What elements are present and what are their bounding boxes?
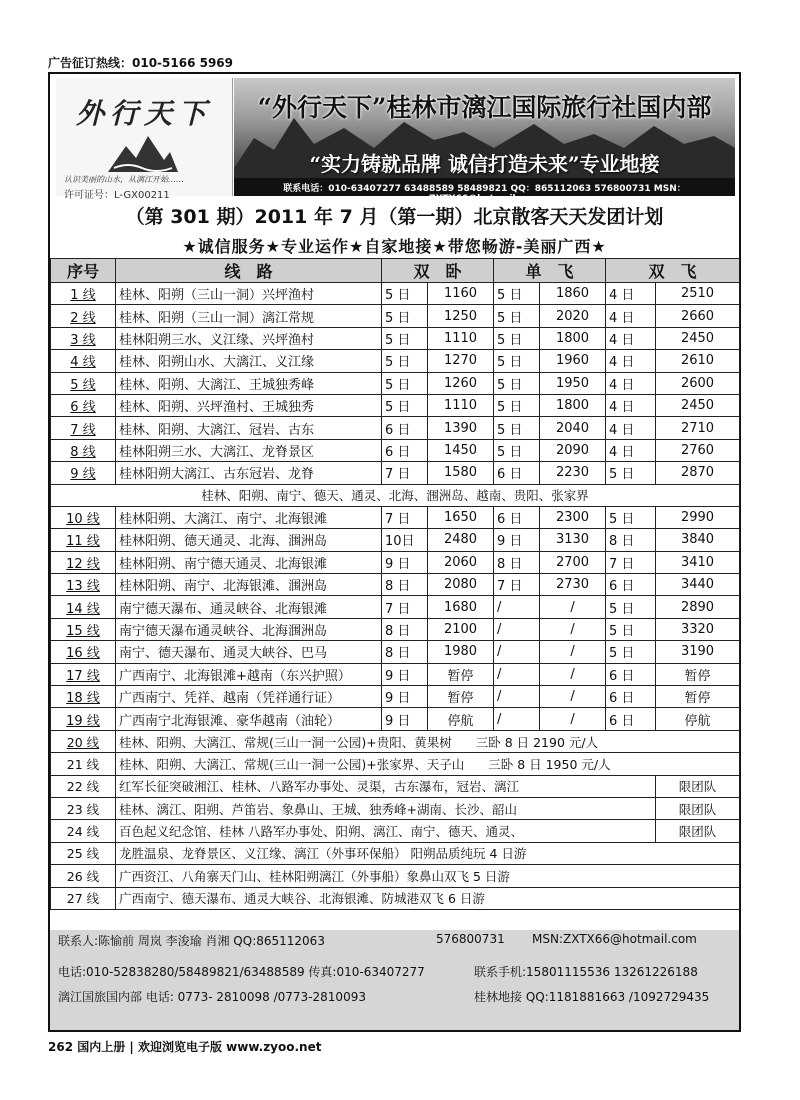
contact-mobile: 联系手机:15801115536 13261226188 (474, 965, 698, 979)
contact-people: 联系人:陈愉前 周岚 李浚瑜 肖湘 QQ:865112063 (58, 934, 325, 948)
sleeper-days: 5 日 (382, 283, 428, 305)
tagline: ★诚信服务★专业运作★自家地接★带您畅游-美丽广西★ (182, 237, 607, 256)
contact-box (50, 930, 739, 1030)
tour-price-note: 三卧 8 日 1950 元/人 (488, 756, 611, 772)
route-number (51, 372, 116, 394)
table-row (51, 730, 740, 752)
single-flight-price: 1950 (540, 372, 606, 394)
sleeper-days: 9 日 (382, 686, 428, 708)
region-list: 桂林、阳朔、南宁、德天、通灵、北海、涠洲岛、越南、贵阳、张家界 (51, 484, 740, 506)
route-number-label: 9 线 (70, 467, 96, 483)
sleeper-days: 9 日 (382, 708, 428, 730)
double-flight-price: 2890 (656, 596, 740, 618)
group-only-note: 限团队 (656, 820, 740, 842)
route-table (50, 258, 740, 910)
route-number-label: 6 线 (70, 400, 96, 416)
single-flight-price: 2700 (540, 551, 606, 573)
sleeper-days: 7 日 (382, 596, 428, 618)
single-flight-price: 2020 (540, 305, 606, 327)
region-row (51, 484, 740, 506)
route-number-label: 22 线 (66, 779, 100, 795)
double-flight-days: 6 日 (606, 686, 656, 708)
double-flight-days: 5 日 (606, 506, 656, 528)
double-flight-days: 4 日 (606, 305, 656, 327)
table-row (51, 820, 740, 842)
sleeper-days: 7 日 (382, 462, 428, 484)
route-number-label: 7 线 (70, 422, 96, 438)
table-row (51, 350, 740, 372)
table-row (51, 842, 740, 864)
single-flight-price: / (540, 618, 606, 640)
route-number (51, 865, 116, 887)
table-row (51, 596, 740, 618)
route-number (51, 686, 116, 708)
single-flight-days: 9 日 (494, 529, 540, 551)
route-number (51, 327, 116, 349)
route-number-label: 16 线 (66, 646, 100, 662)
sleeper-price: 1450 (428, 439, 494, 461)
tour-route: 龙胜温泉、龙脊景区、义江缘、漓江（外事环保船） 阳朔品质纯玩 4 日游 (116, 842, 740, 864)
double-flight-price: 2660 (656, 305, 740, 327)
double-flight-price: 2870 (656, 462, 740, 484)
single-flight-price: 2730 (540, 574, 606, 596)
route-number-label: 3 线 (70, 332, 96, 348)
double-flight-days: 4 日 (606, 394, 656, 416)
route-name: 南宁德天瀑布通灵峡谷、北海涠洲岛 (116, 618, 382, 640)
single-flight-price: / (540, 596, 606, 618)
double-flight-price: 2450 (656, 327, 740, 349)
sleeper-price: 暂停 (428, 686, 494, 708)
route-number-label: 13 线 (66, 579, 100, 595)
single-flight-price: 2300 (540, 506, 606, 528)
single-flight-price: 1960 (540, 350, 606, 372)
route-number-label: 23 线 (66, 801, 100, 817)
sleeper-days: 9 日 (382, 551, 428, 573)
sleeper-days: 10日 (382, 529, 428, 551)
single-flight-days: 5 日 (494, 350, 540, 372)
route-number-label: 4 线 (70, 355, 96, 371)
single-flight-days: 6 日 (494, 506, 540, 528)
route-name: 桂林阳朔大漓江、古东冠岩、龙脊 (116, 462, 382, 484)
tour-route-text: 桂林、阳朔、大漓江、常规(三山一洞一公园)+贵阳、黄果树 (119, 734, 452, 750)
double-flight-days: 5 日 (606, 596, 656, 618)
route-number (51, 551, 116, 573)
route-number (51, 439, 116, 461)
double-flight-price: 3190 (656, 641, 740, 663)
header-double-flight: 双 飞 (606, 259, 740, 283)
logo-box (56, 78, 233, 201)
single-flight-days: / (494, 641, 540, 663)
route-name: 桂林阳朔三水、大漓江、龙脊景区 (116, 439, 382, 461)
banner (50, 74, 739, 204)
double-flight-price: 2710 (656, 417, 740, 439)
route-number (51, 394, 116, 416)
route-number-label: 2 线 (70, 310, 96, 326)
route-number (51, 506, 116, 528)
single-flight-price: 2230 (540, 462, 606, 484)
contact-msn: MSN:ZXTX66@hotmail.com (532, 932, 697, 946)
route-number (51, 283, 116, 305)
double-flight-price: 2610 (656, 350, 740, 372)
route-name: 广西南宁北海银滩、豪华越南（油轮） (116, 708, 382, 730)
double-flight-days: 4 日 (606, 350, 656, 372)
table-row (51, 327, 740, 349)
tour-route: 广西资江、八角寨天门山、桂林阳朔漓江（外事船）象鼻山双飞 5 日游 (116, 865, 740, 887)
route-name: 广西南宁、凭祥、越南（凭祥通行证） (116, 686, 382, 708)
route-number (51, 462, 116, 484)
route-number-label: 21 线 (66, 756, 100, 772)
route-number-label: 20 线 (66, 734, 100, 750)
sleeper-price: 1270 (428, 350, 494, 372)
contact-qq2: 576800731 (436, 932, 505, 946)
page-footer: 262 国内上册 | 欢迎浏览电子版 www.zyoo.net (48, 1040, 322, 1054)
route-number-label: 15 线 (66, 624, 100, 640)
single-flight-price: 1860 (540, 283, 606, 305)
banner-title: “外行天下”桂林市漓江国际旅行社国内部 (257, 93, 712, 122)
route-name: 桂林、阳朔（三山一洞）漓江常规 (116, 305, 382, 327)
sleeper-price: 2060 (428, 551, 494, 573)
route-name: 桂林阳朔三水、义江缘、兴坪渔村 (116, 327, 382, 349)
table-row (51, 462, 740, 484)
table-row (51, 283, 740, 305)
route-number-label: 26 线 (66, 868, 100, 884)
table-row (51, 663, 740, 685)
route-number (51, 708, 116, 730)
sleeper-price: 1650 (428, 506, 494, 528)
table-row (51, 708, 740, 730)
route-number (51, 529, 116, 551)
single-flight-price: / (540, 641, 606, 663)
double-flight-price: 3440 (656, 574, 740, 596)
double-flight-days: 4 日 (606, 417, 656, 439)
contact-phones: 电话:010-52838280/58489821/63488589 传真:010-63407277 (58, 965, 425, 979)
double-flight-days: 4 日 (606, 439, 656, 461)
tour-route: 桂林、漓江、阳朔、芦笛岩、象鼻山、王城、独秀峰+湖南、长沙、韶山 (116, 797, 656, 819)
sleeper-price: 2100 (428, 618, 494, 640)
table-row (51, 618, 740, 640)
single-flight-days: 7 日 (494, 574, 540, 596)
double-flight-days: 4 日 (606, 283, 656, 305)
table-row (51, 305, 740, 327)
single-flight-price: 1800 (540, 394, 606, 416)
double-flight-days: 6 日 (606, 663, 656, 685)
single-flight-price: / (540, 663, 606, 685)
double-flight-price: 2510 (656, 283, 740, 305)
route-number-label: 24 线 (66, 824, 100, 840)
table-row (51, 574, 740, 596)
headline: （第 301 期）2011 年 7 月（第一期）北京散客天天发团计划 (125, 206, 664, 228)
route-number-label: 11 线 (66, 534, 100, 550)
header-double-sleeper: 双 卧 (382, 259, 494, 283)
header-single-flight: 单 飞 (494, 259, 606, 283)
table-row (51, 797, 740, 819)
single-flight-days: 5 日 (494, 439, 540, 461)
route-number-label: 18 线 (66, 691, 100, 707)
double-flight-price: 2760 (656, 439, 740, 461)
tour-route: 红军长征突破湘江、桂林、八路军办事处、灵渠，古东瀑布，冠岩、漓江 (116, 775, 656, 797)
route-number (51, 797, 116, 819)
sleeper-price: 暂停 (428, 663, 494, 685)
route-number (51, 820, 116, 842)
single-flight-price: 3130 (540, 529, 606, 551)
route-number-label: 25 线 (66, 846, 100, 862)
table-row (51, 529, 740, 551)
single-flight-days: 6 日 (494, 462, 540, 484)
sleeper-price: 停航 (428, 708, 494, 730)
double-flight-price: 3410 (656, 551, 740, 573)
sleeper-days: 8 日 (382, 641, 428, 663)
route-number-label: 12 线 (66, 556, 100, 572)
table-row (51, 394, 740, 416)
tour-route-text: 桂林、阳朔、大漓江、常规(三山一洞一公园)+张家界、天子山 (119, 756, 465, 772)
sleeper-days: 5 日 (382, 305, 428, 327)
sleeper-price: 1110 (428, 327, 494, 349)
route-number (51, 574, 116, 596)
single-flight-days: 5 日 (494, 394, 540, 416)
sleeper-price: 2480 (428, 529, 494, 551)
route-name: 桂林阳朔、南宁、北海银滩、涠洲岛 (116, 574, 382, 596)
double-flight-days: 8 日 (606, 529, 656, 551)
route-name: 桂林、阳朔、大漓江、冠岩、古东 (116, 417, 382, 439)
single-flight-days: 5 日 (494, 372, 540, 394)
single-flight-days: 5 日 (494, 305, 540, 327)
single-flight-days: / (494, 708, 540, 730)
single-flight-price: 2090 (540, 439, 606, 461)
double-flight-days: 4 日 (606, 372, 656, 394)
logo-text: 外行天下 (75, 97, 212, 130)
route-name: 桂林、阳朔（三山一洞）兴坪渔村 (116, 283, 382, 305)
sleeper-days: 8 日 (382, 618, 428, 640)
route-number (51, 350, 116, 372)
route-number (51, 417, 116, 439)
route-number (51, 641, 116, 663)
single-flight-days: 5 日 (494, 283, 540, 305)
sleeper-days: 6 日 (382, 417, 428, 439)
header-route: 线 路 (116, 259, 382, 283)
banner-contact: 联系电话：010-63407277 63488589 58489821 QQ：865112063 576800731 MSN：ZXTX66@hotmail.com (283, 184, 686, 204)
double-flight-days: 5 日 (606, 641, 656, 663)
route-number (51, 730, 116, 752)
route-number (51, 842, 116, 864)
banner-photo (234, 78, 735, 204)
sleeper-price: 1390 (428, 417, 494, 439)
tour-route (116, 730, 740, 752)
double-flight-price: 2990 (656, 506, 740, 528)
route-number (51, 305, 116, 327)
route-number (51, 618, 116, 640)
contact-local-qq: 桂林地接 QQ:1181881663 /1092729435 (474, 990, 710, 1004)
route-number-label: 17 线 (66, 668, 100, 684)
single-flight-days: / (494, 686, 540, 708)
ad-hotline: 广告征订热线：010-5166 5969 (48, 56, 234, 70)
tour-route: 广西南宁、德天瀑布、通灵大峡谷、北海银滩、防城港双飞 6 日游 (116, 887, 740, 909)
route-number-label: 27 线 (66, 891, 100, 907)
sleeper-days: 5 日 (382, 350, 428, 372)
double-flight-price: 暂停 (656, 663, 740, 685)
table-row (51, 753, 740, 775)
sleeper-price: 1110 (428, 394, 494, 416)
sleeper-price: 1250 (428, 305, 494, 327)
table-row (51, 775, 740, 797)
table-row (51, 887, 740, 909)
sleeper-days: 5 日 (382, 394, 428, 416)
table-row (51, 372, 740, 394)
double-flight-days: 6 日 (606, 708, 656, 730)
double-flight-price: 2450 (656, 394, 740, 416)
single-flight-price: / (540, 686, 606, 708)
tour-price-note: 三卧 8 日 2190 元/人 (475, 734, 599, 750)
table-body (51, 283, 740, 910)
table-row (51, 551, 740, 573)
table-row (51, 865, 740, 887)
sleeper-price: 1980 (428, 641, 494, 663)
table-row (51, 641, 740, 663)
single-flight-days: / (494, 596, 540, 618)
table-header (51, 259, 740, 283)
banner-slogan: “实力铸就品牌 诚信打造未来”专业地接 (309, 152, 660, 176)
double-flight-price: 3840 (656, 529, 740, 551)
single-flight-days: / (494, 663, 540, 685)
route-number-label: 19 线 (66, 713, 100, 729)
single-flight-price: / (540, 708, 606, 730)
group-only-note: 限团队 (656, 797, 740, 819)
double-flight-days: 5 日 (606, 462, 656, 484)
sleeper-price: 1160 (428, 283, 494, 305)
sleeper-price: 1260 (428, 372, 494, 394)
group-only-note: 限团队 (656, 775, 740, 797)
route-number-label: 14 线 (66, 601, 100, 617)
table-row (51, 686, 740, 708)
single-flight-days: 5 日 (494, 327, 540, 349)
table-row (51, 417, 740, 439)
route-name: 南宁、德天瀑布、通灵大峡谷、巴马 (116, 641, 382, 663)
single-flight-days: 8 日 (494, 551, 540, 573)
route-number (51, 596, 116, 618)
logo-slogan: 认识美丽的山水，从漓江开始…… (64, 175, 184, 184)
sleeper-days: 7 日 (382, 506, 428, 528)
route-number-label: 1 线 (70, 288, 96, 304)
route-name: 桂林、阳朔、大漓江、王城独秀峰 (116, 372, 382, 394)
route-name: 南宁德天瀑布、通灵峡谷、北海银滩 (116, 596, 382, 618)
single-flight-days: 5 日 (494, 417, 540, 439)
double-flight-days: 4 日 (606, 327, 656, 349)
sleeper-days: 5 日 (382, 327, 428, 349)
route-name: 广西南宁、北海银滩+越南（东兴护照） (116, 663, 382, 685)
route-number (51, 753, 116, 775)
single-flight-price: 2040 (540, 417, 606, 439)
contact-branch: 漓江国旅国内部 电话: 0773- 2810098 /0773-2810093 (58, 990, 366, 1004)
double-flight-price: 停航 (656, 708, 740, 730)
route-name: 桂林阳朔、南宁德天通灵、北海银滩 (116, 551, 382, 573)
tour-route (116, 753, 740, 775)
route-number-label: 10 线 (66, 512, 100, 528)
route-name: 桂林阳朔、大漓江、南宁、北海银滩 (116, 506, 382, 528)
double-flight-days: 5 日 (606, 618, 656, 640)
double-flight-days: 7 日 (606, 551, 656, 573)
route-number (51, 775, 116, 797)
route-name: 桂林阳朔、德天通灵、北海、涠洲岛 (116, 529, 382, 551)
table-row (51, 506, 740, 528)
double-flight-price: 暂停 (656, 686, 740, 708)
route-name: 桂林、阳朔、兴坪渔村、王城独秀 (116, 394, 382, 416)
single-flight-price: 1800 (540, 327, 606, 349)
double-flight-price: 3320 (656, 618, 740, 640)
mountain-logo-icon (108, 134, 178, 174)
header-no: 序号 (51, 259, 116, 283)
sleeper-days: 9 日 (382, 663, 428, 685)
single-flight-days: / (494, 618, 540, 640)
route-name: 桂林、阳朔山水、大漓江、义江缘 (116, 350, 382, 372)
sleeper-days: 5 日 (382, 372, 428, 394)
sleeper-price: 1680 (428, 596, 494, 618)
sleeper-days: 8 日 (382, 574, 428, 596)
double-flight-days: 6 日 (606, 574, 656, 596)
double-flight-price: 2600 (656, 372, 740, 394)
sleeper-price: 1580 (428, 462, 494, 484)
license-number: 许可证号：L-GX00211 (64, 190, 170, 201)
sleeper-price: 2080 (428, 574, 494, 596)
route-number (51, 663, 116, 685)
route-number (51, 887, 116, 909)
table-row (51, 439, 740, 461)
route-number-label: 5 线 (70, 377, 96, 393)
route-number-label: 8 线 (70, 444, 96, 460)
sleeper-days: 6 日 (382, 439, 428, 461)
tour-route: 百色起义纪念馆、桂林 八路军办事处、阳朔、漓江、南宁、德天、通灵、 (116, 820, 656, 842)
ad-frame (48, 72, 741, 1032)
